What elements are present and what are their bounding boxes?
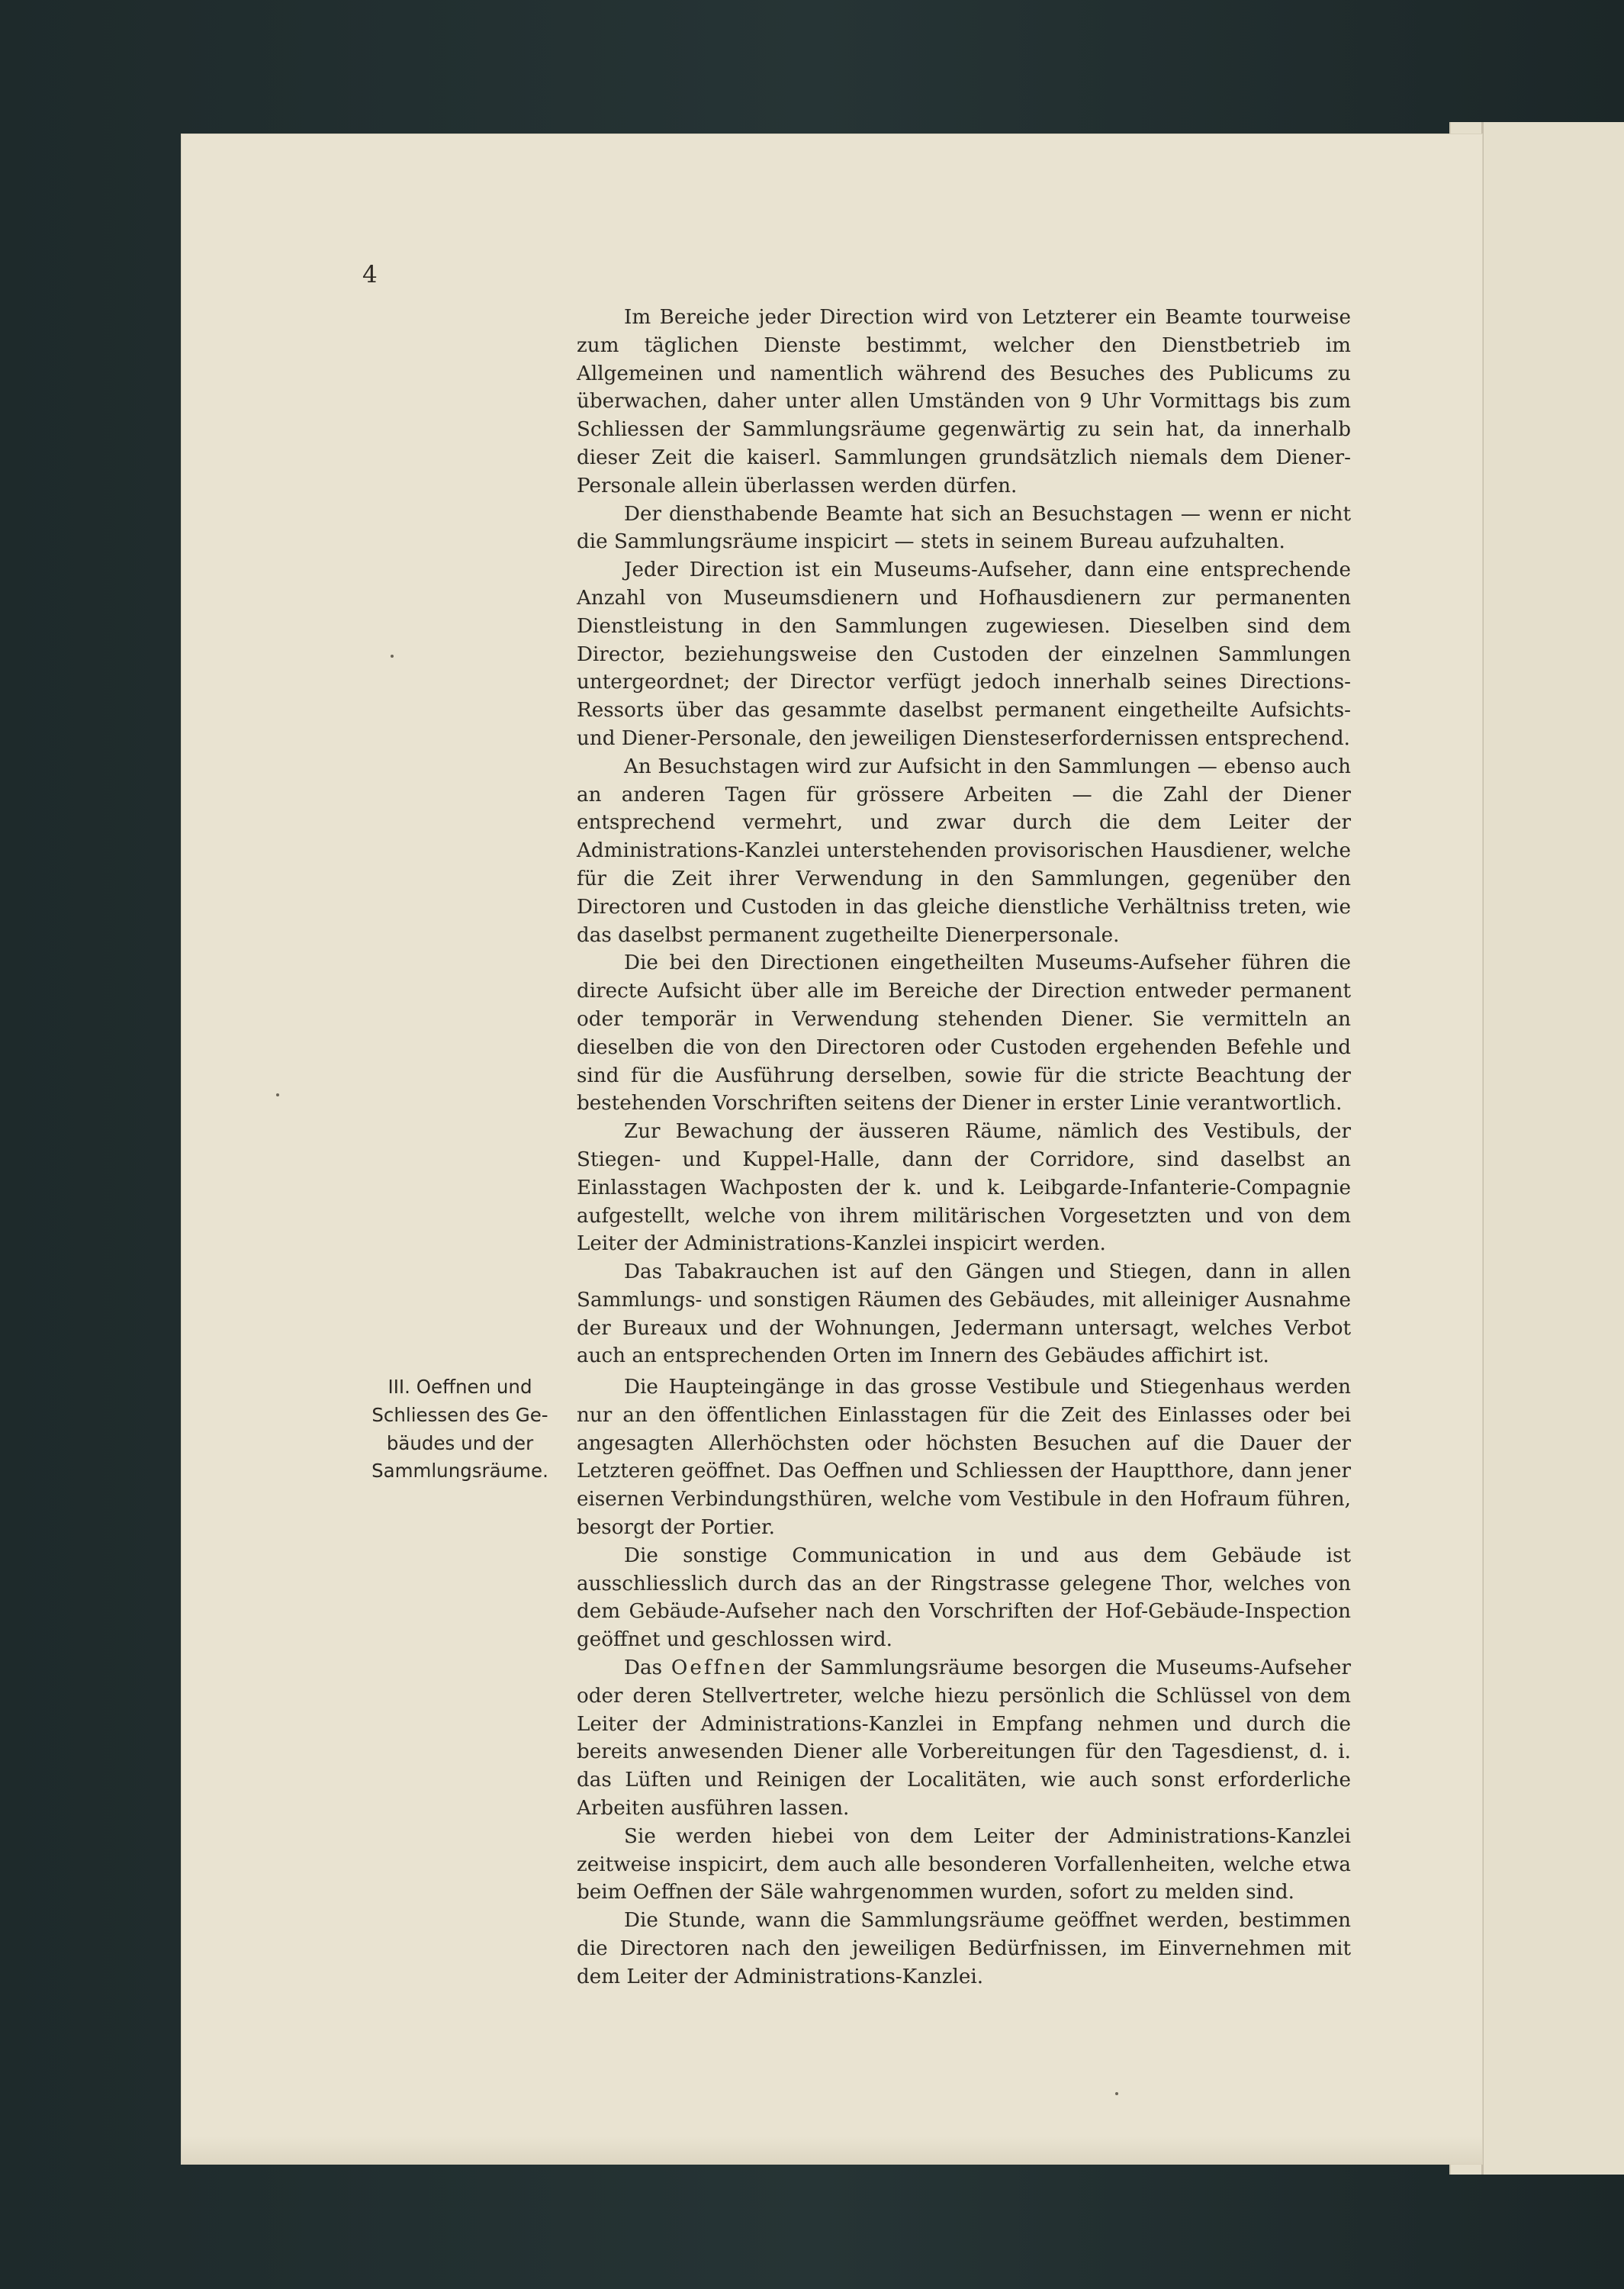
section-text [577, 1373, 1351, 1991]
paragraph: Der diensthabende Beamte hat sich an Besuchstagen — wenn er nicht die Sammlungsräume inspicirt — stets in seinem Bureau aufzuhalten. [577, 502, 1351, 554]
emphasized-word: Oeffnen [671, 1656, 768, 1679]
paper-speck [391, 655, 394, 658]
paragraph-lead: Das [624, 1656, 663, 1679]
heading-line: Schliessen des Ge- [371, 1403, 548, 1426]
paragraph: Im Bereiche jeder Direction wird von Letzterer ein Beamte tourweise zum täglichen Dienste bestimmt, welcher den Dienstbetrieb im Allgemeinen und namentlich während des Besuches des Publicums zu überwachen, daher unter allen Umständen von 9 Uhr Vormittags bis zum Schliessen der Sammlungsräume gegenwärtig zu sein hat, da innerhalb dieser Zeit die kaiserl. Sammlungen grundsätzlich niemals dem Diener-Personale allein überlassen werden dürfen. [577, 306, 1351, 497]
paragraph [577, 1654, 1351, 1823]
body-text [577, 304, 1351, 1370]
paragraph: Das Tabakrauchen ist auf den Gängen und Stiegen, dann in allen Sammlungs- und sonstigen Räumen des Gebäudes, mit alleiniger Ausnahme der Bureaux und der Wohnungen, Jedermann untersagt, welches Verbot auch an entsprechenden Orten im Innern des Gebäudes affichirt ist. [577, 1260, 1351, 1368]
paragraph: Die sonstige Communication in und aus dem Gebäude ist ausschliesslich durch das an der Ringstrasse gelegene Thor, welches von dem Gebäude-Aufseher nach den Vorschriften der Hof-Gebäude-Inspection geöffnet und geschlossen wird. [577, 1544, 1351, 1652]
paragraph-rest: der Sammlungsräume besorgen die Museums-Aufseher oder deren Stellvertreter, welche hiezu persönlich die Schlüssel von dem Leiter der Administrations-Kanzlei in Empfang nehmen und durch die bereits anwesenden Diener alle Vorbereitungen für den Tagesdienst, d. i. das Lüften und Reinigen der Localitäten, wie auch sonst erforderliche Arbeiten ausführen lassen. [577, 1656, 1351, 1820]
paragraph: Jeder Direction ist ein Museums-Aufseher, dann eine entsprechende Anzahl von Museumsdienern und Hofhausdienern zur permanenten Dienstleistung in den Sammlungen zugewiesen. Dieselben sind dem Director, beziehungsweise den Custoden der einzelnen Sammlungen untergeordnet; der Director verfügt jedoch innerhalb seines Directions-Ressorts über das gesammte daselbst permanent eingetheilte Aufsichts- und Diener-Personale, den jeweiligen Diensteserfordernissen entsprechend. [577, 559, 1351, 750]
page-number: 4 [362, 261, 378, 288]
paragraph: Die Haupteingänge in das grosse Vestibule und Stiegenhaus werden nur an den öffentlichen Einlasstagen für die Zeit des Einlasses oder bei angesagten Allerhöchsten oder höchsten Besuchen auf die Dauer der Letzteren geöffnet. Das Oeffnen und Schliessen der Hauptthore, dann jener eisernen Verbindungsthüren, welche vom Vestibule in den Hofraum führen, besorgt der Portier. [577, 1376, 1351, 1539]
heading-line: III. Oeffnen und [388, 1376, 532, 1398]
heading-line: Sammlungsräume. [371, 1460, 548, 1483]
paper-speck [1115, 2092, 1118, 2095]
paragraph: Die Stunde, wann die Sammlungsräume geöffnet werden, bestimmen die Directoren nach den jeweiligen Bedürfnissen, im Einvernehmen mit dem Leiter der Administrations-Kanzlei. [577, 1909, 1351, 1988]
paragraph: Zur Bewachung der äusseren Räume, nämlich des Vestibuls, der Stiegen- und Kuppel-Halle, dann der Corridore, sind daselbst an Einlasstagen Wachposten der k. und k. Leibgarde-Infanterie-Compagnie aufgestellt, welche von ihrem militärischen Vorgesetzten und von dem Leiter der Administrations-Kanzlei inspicirt werden. [577, 1120, 1351, 1256]
paragraph: Sie werden hiebei von dem Leiter der Administrations-Kanzlei zeitweise inspicirt, dem auch alle besonderen Vorfallenheiten, welche etwa beim Oeffnen der Säle wahrgenommen wurden, sofort zu melden sind. [577, 1824, 1351, 1904]
paper-speck [276, 1093, 279, 1096]
section-margin-heading [365, 1373, 555, 1486]
heading-line: bäudes und der [386, 1431, 534, 1454]
page-bottom-edge [182, 2136, 1482, 2164]
paragraph: Die bei den Directionen eingetheilten Museums-Aufseher führen die directe Aufsicht über alle im Bereiche der Direction entweder permanent oder temporär in Verwendung stehenden Diener. Sie vermitteln an dieselben die von den Directoren oder Custoden ergehenden Befehle und sind für die Ausführung derselben, sowie für die stricte Beachtung der bestehenden Vorschriften seitens der Diener in erster Linie verantwortlich. [577, 951, 1351, 1116]
paragraph: An Besuchstagen wird zur Aufsicht in den Sammlungen — ebenso auch an anderen Tagen für grössere Arbeiten — die Zahl der Diener entsprechend vermehrt, und zwar durch die dem Leiter der Administrations-Kanzlei unterstehenden provisorischen Hausdiener, welche für die Zeit ihrer Verwendung in den Sammlungen, gegenüber den Directoren und Custoden in das gleiche dienstliche Verhältniss treten, wie das daselbst permanent zugetheilte Dienerpersonale. [577, 755, 1351, 947]
